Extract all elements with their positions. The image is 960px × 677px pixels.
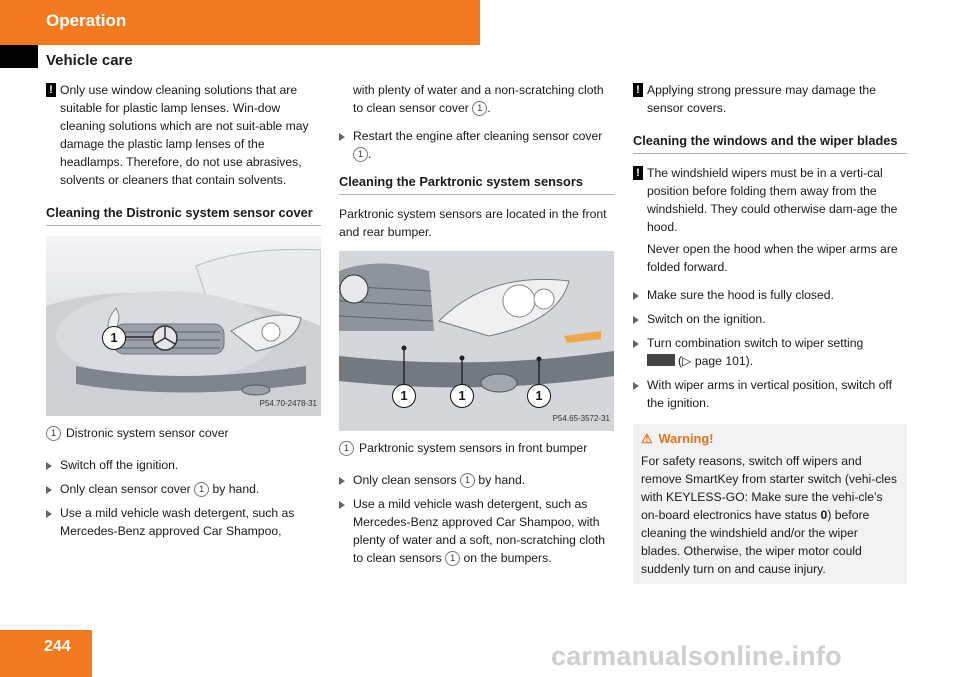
step-text: Use a mild vehicle wash detergent, such as Mercedes-Benz approved Car Shampoo, with plenty of water and a soft, non-scratching cloth to clean sensors — [353, 497, 606, 565]
step-text: Make sure the hood is fully closed. — [647, 288, 834, 302]
para-text: with plenty of water and a non-scratching cloth to clean sensor cover — [353, 83, 604, 115]
warning-triangle-icon: ⚠ — [641, 431, 653, 446]
exclamation-icon: ! — [633, 166, 643, 180]
exclamation-icon: ! — [633, 83, 643, 97]
arrow-icon — [46, 462, 52, 470]
step-clean-sensors-by-hand — [339, 471, 614, 489]
step-text: Only clean sensor cover — [60, 482, 195, 496]
note-window-cleaning — [46, 81, 321, 189]
step-text-end: . — [368, 147, 372, 161]
step-restart-engine — [339, 127, 614, 163]
step-text: Switch off the ignition. — [60, 458, 179, 472]
page-reference: (▷ page 101). — [678, 354, 754, 368]
exclamation-icon: ! — [46, 83, 56, 97]
figure-code: P54.70-2478-31 — [259, 399, 317, 408]
step-switch-off-ignition — [633, 376, 907, 412]
ref-badge: 1 — [460, 473, 475, 488]
heading-distronic: Cleaning the Distronic system sensor cover — [46, 204, 321, 226]
ref-badge: 1 — [339, 441, 354, 456]
caption-text: Parktronic system sensors in front bumper — [359, 441, 588, 455]
figure-parktronic-sensors — [339, 251, 614, 431]
step-text: Use a mild vehicle wash detergent, such as Mercedes-Benz approved Car Shampoo, — [60, 506, 295, 538]
status-value: 0 — [820, 508, 828, 522]
step-ignition-on — [633, 310, 907, 328]
subsection-title: Vehicle care — [46, 52, 133, 69]
arrow-icon — [633, 340, 639, 348]
column-1 — [46, 81, 321, 546]
note-strong-pressure — [633, 81, 907, 117]
step-text: Turn combination switch to wiper setting — [647, 336, 864, 350]
step-wash-sensors — [339, 495, 614, 567]
ref-badge: 1 — [353, 147, 368, 162]
caption-text: Distronic system sensor cover — [66, 426, 229, 440]
step-clean-by-hand — [46, 480, 321, 498]
step-switch-off — [46, 456, 321, 474]
step-text: Only clean sensors — [353, 473, 461, 487]
note-text: The windshield wipers must be in a verti-cal position before folding them away from the windshield. They could otherwise dam-age the hood. — [647, 166, 898, 234]
arrow-icon — [339, 133, 345, 141]
figure-caption — [46, 424, 321, 442]
figure-distronic-sensor — [46, 236, 321, 416]
warning-heading — [641, 430, 899, 448]
page-number: 244 — [44, 638, 71, 655]
watermark: carmanualsonline.info — [551, 641, 842, 671]
parktronic-intro: Parktronic system sensors are located in the front and rear bumper. — [339, 207, 607, 239]
step-detergent — [46, 504, 321, 540]
detergent-continued — [339, 81, 614, 117]
section-bar — [0, 0, 480, 45]
callout-1: 1 — [102, 326, 126, 350]
ref-badge: 1 — [46, 426, 61, 441]
section-tab — [0, 45, 38, 68]
warning-text-start: For safety reasons, switch off wipers and remove SmartKey from starter switch (vehi-cles with KEYLESS-GO: Make sure the vehi-cle’s on-board electronics have status — [641, 454, 897, 522]
step-text-end: on the bumpers. — [460, 551, 552, 565]
arrow-icon — [633, 316, 639, 324]
arrow-icon — [633, 292, 639, 300]
heading-parktronic: Cleaning the Parktronic system sensors — [339, 173, 614, 195]
step-text: Restart the engine after cleaning sensor cover — [353, 129, 603, 143]
column-3 — [633, 81, 907, 584]
ref-badge: 1 — [194, 482, 209, 497]
column-2 — [339, 81, 614, 573]
para-text-end: . — [487, 101, 491, 115]
figure-code: P54.65-3572-31 — [552, 414, 610, 423]
arrow-icon — [339, 501, 345, 509]
heading-windows-wipers: Cleaning the windows and the wiper blades — [633, 132, 907, 154]
step-text-end: by hand. — [475, 473, 526, 487]
arrow-icon — [633, 382, 639, 390]
section-title: Operation — [46, 11, 127, 30]
warning-text-end: ) before cleaning the windshield and/or the wiper blades. Otherwise, the wiper motor could suddenly turn on and cause injury. — [641, 508, 870, 576]
bumper-illustration — [339, 251, 614, 431]
step-text-end: by hand. — [209, 482, 260, 496]
warning-title: Warning! — [658, 431, 714, 446]
warning-box — [633, 424, 907, 584]
car-front-illustration — [46, 236, 321, 416]
step-text: Switch on the ignition. — [647, 312, 766, 326]
step-text: With wiper arms in vertical position, switch off the ignition. — [647, 378, 892, 410]
warning-text — [641, 452, 899, 578]
figure-caption — [339, 439, 614, 457]
arrow-icon — [339, 477, 345, 485]
step-combination-switch — [633, 334, 907, 370]
ref-badge: 1 — [472, 101, 487, 116]
note-wiper-position — [633, 164, 907, 276]
callout-1: 1 — [527, 384, 551, 408]
ref-badge: 1 — [445, 551, 460, 566]
note-text: Only use window cleaning solutions that are suitable for plastic lamp lenses. Win-dow cleaning solutions which are not suit-able may damage the plastic lamp lenses of the headlamps. Therefore, do not use abrasives, solvents or cleaners that contain solvents. — [60, 83, 309, 187]
callout-1: 1 — [450, 384, 474, 408]
arrow-icon — [46, 486, 52, 494]
step-hood-closed — [633, 286, 907, 304]
page-number-box — [0, 630, 92, 677]
note-text: Applying strong pressure may damage the sensor covers. — [647, 83, 876, 115]
callout-1: 1 — [392, 384, 416, 408]
note-text-hood: Never open the hood when the wiper arms are folded forward. — [647, 242, 898, 274]
wiper-off-symbol-icon — [647, 354, 675, 366]
arrow-icon — [46, 510, 52, 518]
